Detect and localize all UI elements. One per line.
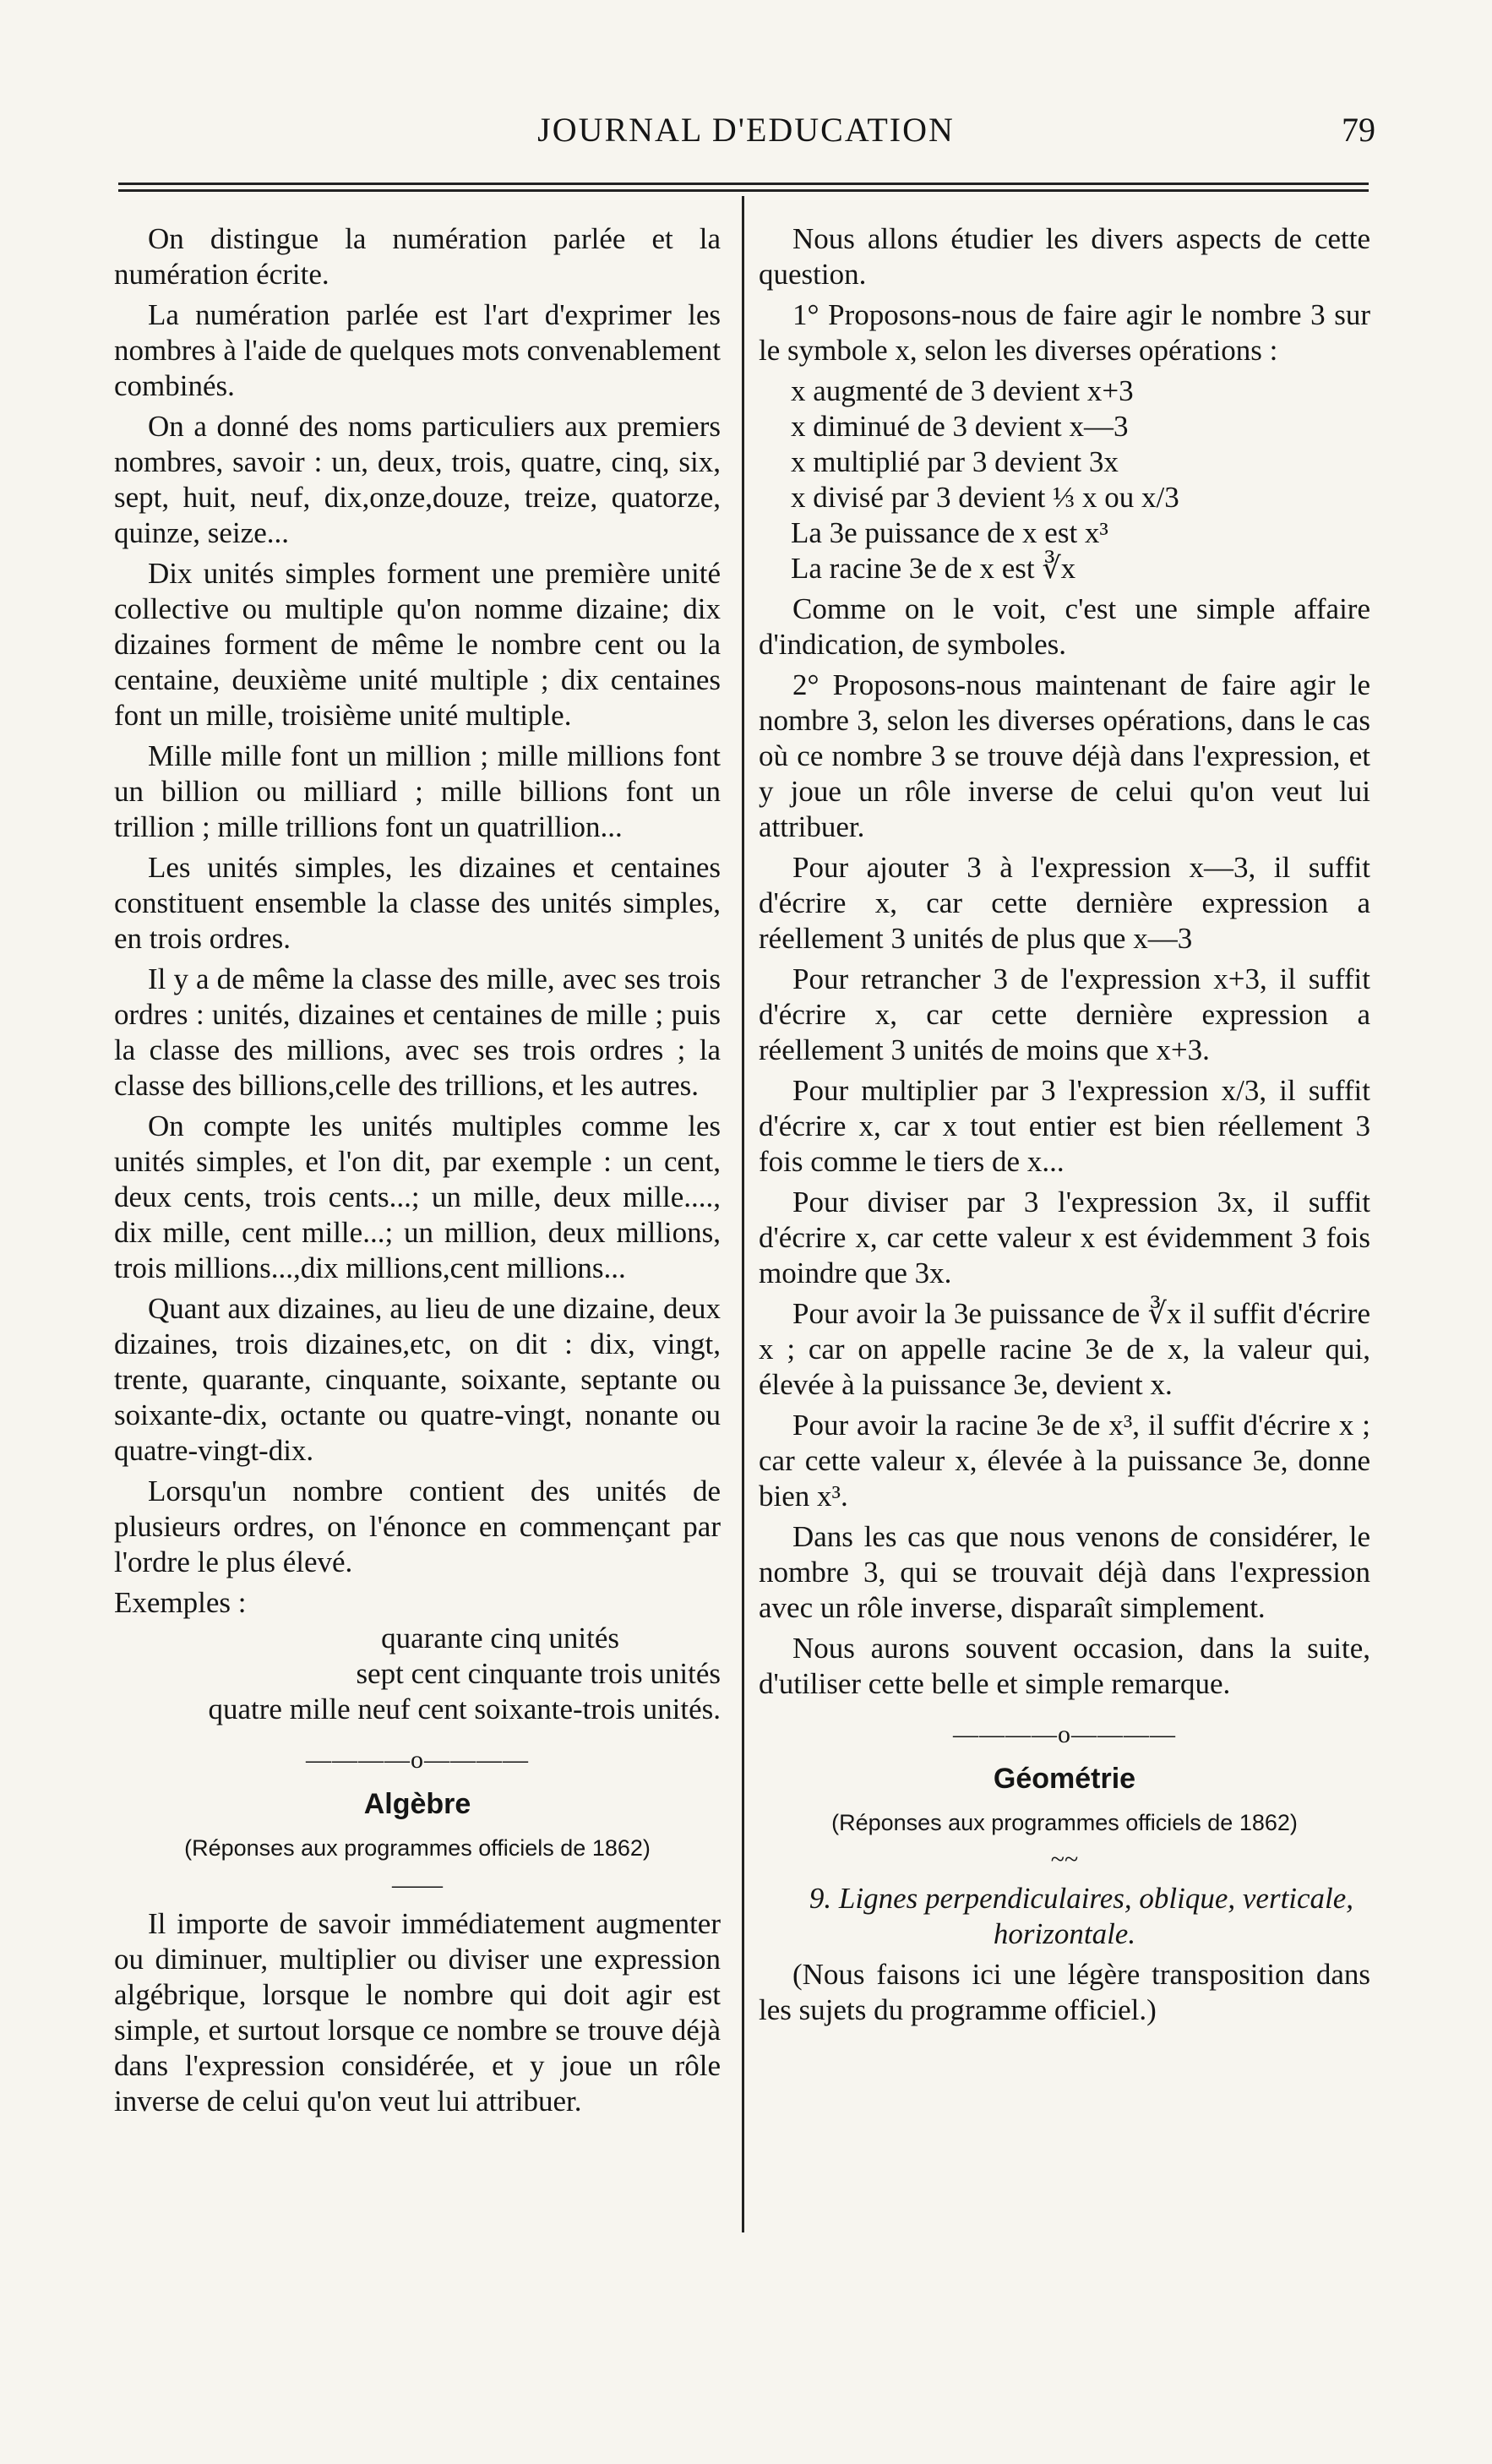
column-divider: [742, 196, 744, 2232]
paragraph: Nous allons étudier les divers aspects de cette question.: [759, 222, 1370, 291]
paragraph: 1° Proposons-nous de faire agir le nombre 3 sur le symbole x, selon les diverses opérations :: [759, 298, 1370, 367]
page-number: 79: [1342, 111, 1375, 149]
paragraph: Quant aux dizaines, au lieu de une dizaine, deux dizaines, trois dizaines,etc, on dit : dix, vingt, trente, quarante, cinquante, soixante, septante ou soixante-dix, octante ou quatre-vingt, nonante ou quatre-vingt-dix.: [114, 1292, 721, 1467]
examples-label: Exemples :: [114, 1586, 247, 1619]
section-note: (Réponses aux programmes officiels de 1862): [184, 1835, 651, 1861]
example-line: quatre mille neuf cent soixante-trois unités.: [208, 1693, 721, 1725]
operation-line: x augmenté de 3 devient x+3: [791, 374, 1134, 407]
section-note: (Réponses aux programmes officiels de 1862): [831, 1810, 1298, 1835]
paragraph: Les unités simples, les dizaines et centaines constituent ensemble la classe des unités simples, en trois ordres.: [114, 851, 721, 955]
paragraph: Dans les cas que nous venons de considérer, le nombre 3, qui se trouvait déjà dans l'expression avec un rôle inverse, disparaît simplement.: [759, 1520, 1370, 1624]
header-rule-top: [118, 183, 1369, 185]
operation-line: x divisé par 3 devient ⅓ x ou x/3: [791, 481, 1179, 514]
paragraph: Pour ajouter 3 à l'expression x—3, il suffit d'écrire x, car cette dernière expression a réellement 3 unités de plus que x—3: [759, 851, 1370, 955]
paragraph: On distingue la numération parlée et la numération écrite.: [114, 222, 721, 291]
operation-line: La 3e puissance de x est x³: [791, 516, 1108, 549]
paragraph: (Nous faisons ici une légère transposition dans les sujets du programme officiel.): [759, 1958, 1370, 2026]
paragraph: On compte les unités multiples comme les unités simples, et l'on dit, par exemple : un cent, deux cents, trois cents...; un mille, deux mille...., dix mille, cent mille...; un million, deux millions, trois millions...,dix millions,cent millions...: [114, 1109, 721, 1284]
paragraph: Pour diviser par 3 l'expression 3x, il suffit d'écrire x, car cette valeur x est évidemment 3 fois moindre que 3x.: [759, 1186, 1370, 1289]
section-title-algebre: Algèbre: [363, 1788, 471, 1820]
section-title-geometrie: Géométrie: [993, 1763, 1136, 1795]
example-line: quarante cinq unités: [381, 1622, 619, 1654]
journal-title: JOURNAL D'EDUCATION: [537, 111, 955, 149]
paragraph: Dix unités simples forment une première unité collective ou multiple qu'on nomme dizaine; dix dizaines forment de même le nombre cent ou la centaine, deuxième unité multiple ; dix centaines font un mille, troisième unité multiple.: [114, 557, 721, 732]
section-separator: ————o————: [953, 1720, 1176, 1748]
paragraph: La numération parlée est l'art d'exprimer les nombres à l'aide de quelques mots convenablement combinés.: [114, 298, 721, 402]
small-dash: ——: [392, 1871, 443, 1899]
paragraph: On a donné des noms particuliers aux premiers nombres, savoir : un, deux, trois, quatre, cinq, six, sept, huit, neuf, dix,onze,douze, treize, quatorze, quinze, seize...: [114, 410, 721, 549]
operation-line: x diminué de 3 devient x—3: [791, 410, 1129, 443]
paragraph: Nous aurons souvent occasion, dans la suite, d'utiliser cette belle et simple remarque.: [759, 1632, 1370, 1700]
numbered-item: 9. Lignes perpendiculaires, oblique, verticale, horizontale.: [809, 1882, 1354, 1950]
right-column: [759, 221, 1370, 2033]
small-dash: ~~: [1050, 1845, 1079, 1873]
example-line: sept cent cinquante trois unités: [356, 1657, 721, 1690]
paragraph: Pour avoir la 3e puissance de ∛x il suffit d'écrire x ; car on appelle racine 3e de x, la valeur qui, élevée à la puissance 3e, devient x.: [759, 1297, 1370, 1401]
operation-line: La racine 3e de x est ∛x: [791, 552, 1076, 585]
section-separator: ————o————: [306, 1746, 529, 1774]
paragraph: Comme on le voit, c'est une simple affaire d'indication, de symboles.: [759, 592, 1370, 661]
operations-list: [759, 373, 1370, 586]
header-rule-bottom: [118, 189, 1369, 192]
paragraph: Mille mille font un million ; mille millions font un billion ou milliard ; mille billions font un trillion ; mille trillions font un quatrillion...: [114, 739, 721, 843]
paragraph: Pour retrancher 3 de l'expression x+3, il suffit d'écrire x, car cette dernière expression a réellement 3 unités de moins que x+3.: [759, 962, 1370, 1066]
paragraph: Pour multiplier par 3 l'expression x/3, il suffit d'écrire x, car x tout entier est bien réellement 3 fois comme le tiers de x...: [759, 1074, 1370, 1178]
paragraph: Pour avoir la racine 3e de x³, il suffit d'écrire x ; car cette valeur x, élevée à la puissance 3e, donne bien x³.: [759, 1409, 1370, 1513]
paragraph: Lorsqu'un nombre contient des unités de plusieurs ordres, on l'énonce en commençant par l'ordre le plus élevé.: [114, 1475, 721, 1578]
paragraph: Il importe de savoir immédiatement augmenter ou diminuer, multiplier ou diviser une expression algébrique, lorsque le nombre qui doit agir est simple, et surtout lorsque ce nombre se trouve déjà dans l'expression considérée, et y joue un rôle inverse de celui qu'on veut lui attribuer.: [114, 1907, 721, 2118]
operation-line: x multiplié par 3 devient 3x: [791, 445, 1119, 478]
paragraph: 2° Proposons-nous maintenant de faire agir le nombre 3, selon les diverses opérations, dans le cas où ce nombre 3 se trouve déjà dans l'expression, et y joue un rôle inverse de celui qu'on veut lui attribuer.: [759, 668, 1370, 843]
paragraph: Il y a de même la classe des mille, avec ses trois ordres : unités, dizaines et centaines de mille ; puis la classe des millions, avec ses trois ordres ; la classe des billions,celle des trillions, et les autres.: [114, 962, 721, 1102]
left-column: [114, 221, 721, 2124]
